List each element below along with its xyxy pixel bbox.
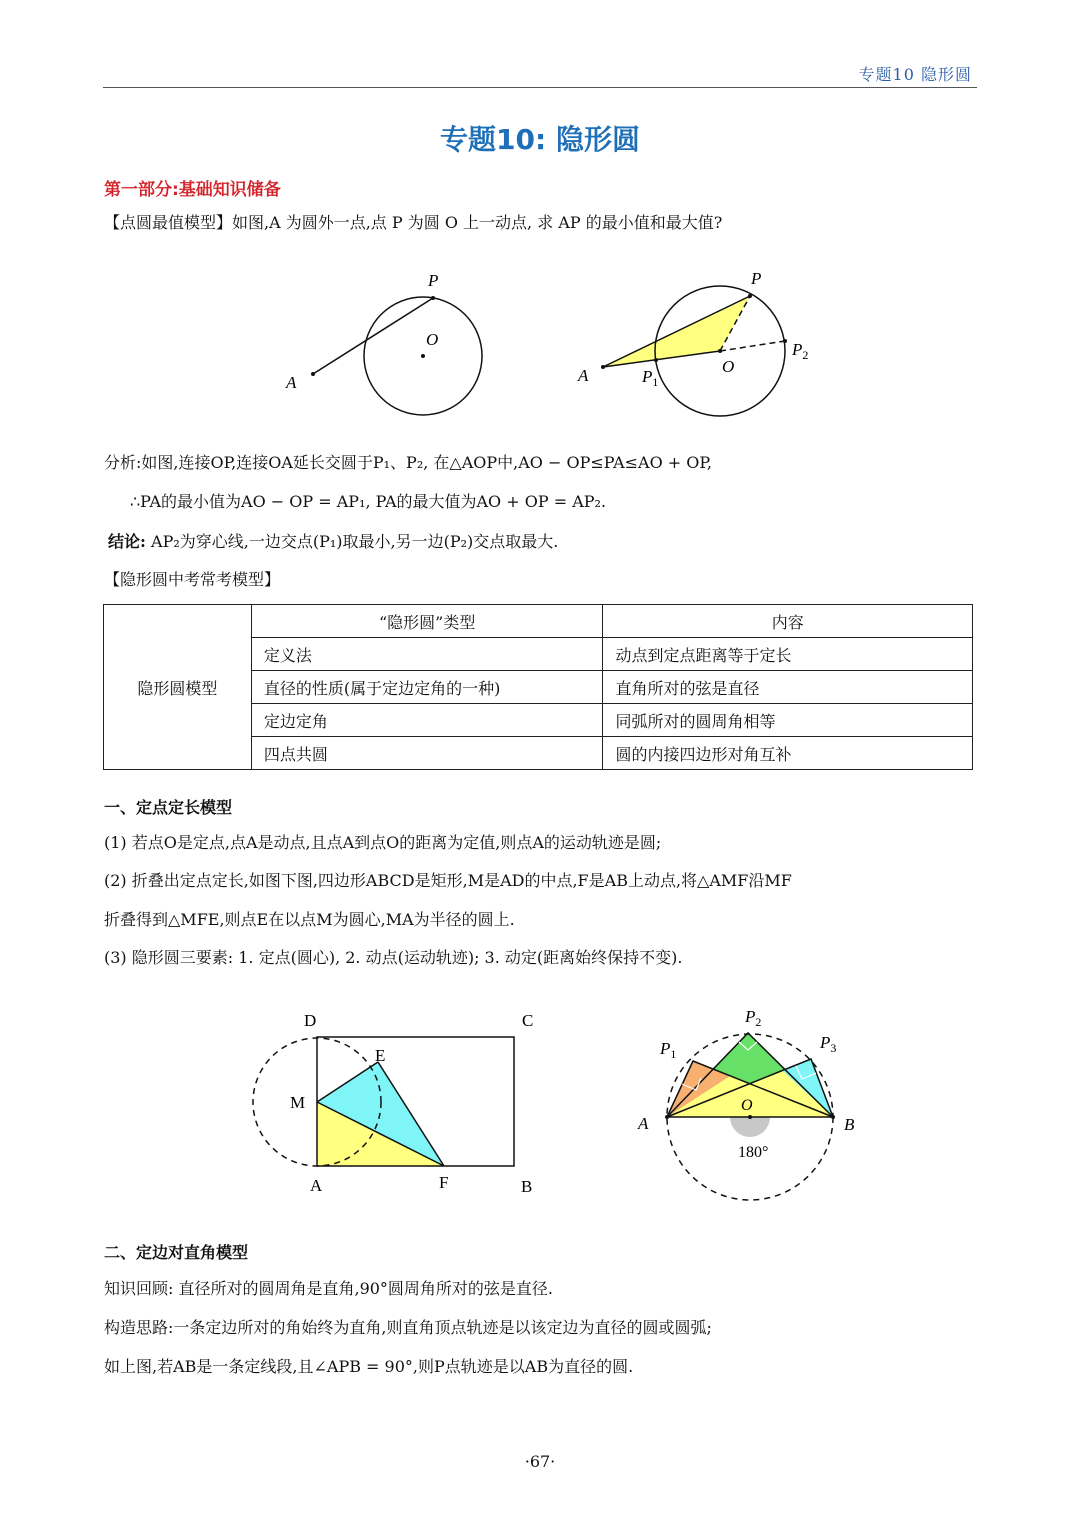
label-d: D — [304, 1011, 317, 1030]
point-a — [601, 365, 605, 369]
table-cell: 定义法 — [251, 638, 603, 671]
table-cell: 定边定角 — [251, 704, 603, 737]
section2-line-3: 如上图,若AB是一条定线段,且∠APB = 90°,则P点轨迹是以AB为直径的圆. — [104, 1357, 634, 1376]
section1-item-2b: 折叠得到△MFE,则点E在以点M为圆心,MA为半径的圆上. — [104, 910, 515, 929]
point-a — [665, 1115, 669, 1119]
section1-item-1: (1) 若点O是定点,点A是动点,且点A到点O的距离为定值,则点A的运动轨迹是圆; — [104, 833, 662, 852]
column-header-content: 内容 — [603, 605, 973, 638]
figure-diameter-right-angle — [630, 1000, 870, 1210]
conclusion-label: 结论: — [108, 532, 146, 551]
section2-line-2: 构造思路:一条定边所对的角始终为直角,则直角顶点轨迹是以该定边为直径的圆或圆弧; — [104, 1318, 712, 1337]
figure-point-circle-analysis — [570, 262, 830, 432]
label-e: E — [375, 1046, 386, 1065]
point-o — [718, 349, 722, 353]
point-o — [421, 354, 425, 358]
label-m: M — [290, 1093, 306, 1112]
model-table — [103, 604, 973, 770]
table-heading: 【隐形圆中考常考模型】 — [104, 570, 281, 589]
section2-heading: 二、定边对直角模型 — [104, 1243, 249, 1262]
angle-180-mark — [730, 1117, 770, 1137]
page-number: ·67· — [524, 1452, 556, 1471]
label-p: P — [751, 269, 762, 288]
point-b — [831, 1115, 835, 1119]
page-title: 专题10: 隐形圆 — [440, 123, 640, 156]
label-b: B — [521, 1177, 533, 1196]
point-o — [748, 1115, 752, 1119]
segment-ap — [313, 298, 433, 374]
label-c: C — [522, 1011, 534, 1030]
label-p: P — [428, 271, 439, 290]
figure-point-circle-basic — [270, 262, 510, 432]
label-p1: $P_1$ — [660, 1039, 677, 1061]
label-a: A — [310, 1176, 323, 1195]
point-p1 — [654, 358, 658, 362]
label-o: O — [426, 330, 439, 349]
label-o: O — [741, 1097, 753, 1114]
label-a: A — [286, 373, 297, 392]
table-cell: 同弧所对的圆周角相等 — [603, 704, 973, 737]
table-cell: 直角所对的弦是直径 — [603, 671, 973, 704]
point-p — [748, 294, 752, 298]
label-o: O — [722, 357, 735, 376]
label-angle: 180° — [738, 1144, 769, 1161]
conclusion-text: AP₂为穿心线,一边交点(P₁)取最小,另一边(P₂)交点取最大. — [145, 532, 559, 551]
section1-item-2a: (2) 折叠出定点定长,如图下图,四边形ABCD是矩形,M是AD的中点,F是AB上动点,将△AMF沿MF — [104, 871, 792, 890]
label-a: A — [578, 366, 589, 385]
part1-heading: 第一部分:基础知识储备 — [104, 180, 281, 200]
running-header: 专题10 隐形圆 — [858, 65, 972, 84]
header-divider — [103, 87, 977, 88]
label-f: F — [439, 1173, 449, 1192]
conclusion — [108, 531, 558, 553]
table-row — [104, 605, 973, 638]
section1-item-3: (3) 隐形圆三要素: 1. 定点(圆心), 2. 动点(运动轨迹); 3. 动定(距离始终保持不变). — [104, 948, 683, 967]
label-b: B — [844, 1115, 855, 1134]
label-p3: $P_3$ — [820, 1033, 837, 1055]
point-a — [311, 372, 315, 376]
point-p — [431, 296, 435, 300]
table-cell: 动点到定点距离等于定长 — [603, 638, 973, 671]
section2-line-1: 知识回顾: 直径所对的圆周角是直角,90°圆周角所对的弦是直径. — [104, 1279, 554, 1298]
table-cell: 四点共圆 — [251, 737, 603, 770]
segment-op2 — [720, 341, 785, 351]
label-p1: $P_1$ — [642, 367, 659, 389]
analysis-line-1: 分析:如图,连接OP,连接OA延长交圆于P₁、P₂, 在△AOP中,AO − OP≤PA≤AO + OP, — [104, 453, 713, 472]
row-header-cell: 隐形圆模型 — [104, 605, 252, 770]
column-header-type: “隐形圆”类型 — [251, 605, 603, 638]
label-a: A — [638, 1114, 649, 1133]
section1-heading: 一、定点定长模型 — [104, 798, 233, 817]
table-cell: 直径的性质(属于定边定角的一种) — [251, 671, 603, 704]
label-p2: $P_2$ — [745, 1007, 762, 1029]
figure-rectangle-fold — [240, 1000, 560, 1205]
label-p2: $P_2$ — [792, 340, 809, 362]
table-cell: 圆的内接四边形对角互补 — [603, 737, 973, 770]
point-p2 — [783, 339, 787, 343]
model-intro: 【点圆最值模型】如图,A 为圆外一点,点 P 为圆 O 上一动点, 求 AP 的最小值和最大值? — [104, 213, 723, 232]
analysis-line-2: ∴PA的最小值为AO − OP = AP₁, PA的最大值为AO + OP = AP₂. — [130, 492, 607, 511]
